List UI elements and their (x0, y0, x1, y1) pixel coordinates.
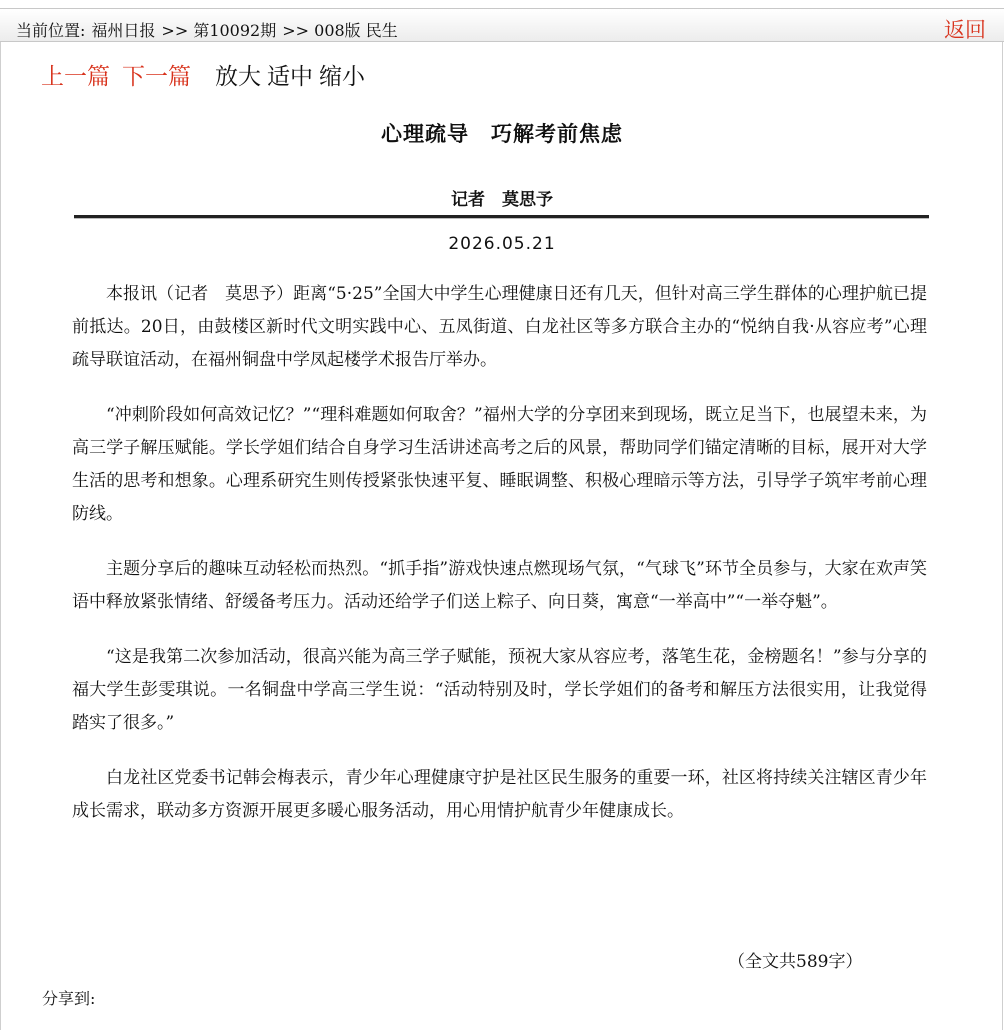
article-paragraph: 本报讯（记者 莫思予）距离“5·25”全国大中学生心理健康日还有几天，但针对高三学生群体的心理护航已提前抵达。20日，由鼓楼区新时代文明实践中心、五凤街道、白龙社区等多方联合主办的“悦纳自我·从容应考”心理疏导联谊活动，在福州铜盘中学凤起楼学术报告厅举办。 (72, 284, 927, 370)
breadcrumb-paper: 福州日报 (91, 21, 156, 40)
word-count: （全文共589字） (728, 952, 863, 972)
zoom-in-link[interactable]: 放大 (215, 64, 261, 90)
title-divider-shadow (74, 218, 929, 219)
breadcrumb-issue: >> 第10092期 (161, 21, 277, 40)
article-author: 记者 莫思予 (451, 190, 553, 210)
article-toolbar (41, 58, 371, 91)
back-link[interactable]: 返回 (944, 18, 986, 42)
breadcrumb-section: >> 008版 民生 (282, 21, 398, 40)
article-title: 心理疏导 巧解考前焦虑 (381, 122, 623, 146)
location-bar (0, 8, 1004, 42)
share-label: 分享到: (42, 989, 96, 1008)
next-article-link[interactable]: 下一篇 (122, 64, 191, 90)
article-paragraph: “冲刺阶段如何高效记忆？”“理科难题如何取舍？”福州大学的分享团来到现场，既立足当下，也展望未来，为高三学子解压赋能。学长学姐们结合自身学习生活讲述高考之后的风景，帮助同学们锚定清晰的目标，展开对大学生活的思考和想象。心理系研究生则传授紧张快速平复、睡眠调整、积极心理暗示等方法，引导学子筑牢考前心理防线。 (72, 405, 927, 524)
article-paragraph: 白龙社区党委书记韩会梅表示，青少年心理健康守护是社区民生服务的重要一环，社区将持续关注辖区青少年成长需求，联动多方资源开展更多暖心服务活动，用心用情护航青少年健康成长。 (72, 768, 927, 821)
breadcrumb-label: 当前位置: (16, 21, 86, 40)
breadcrumb (16, 18, 404, 41)
article-body (72, 278, 927, 850)
article-paragraph: “这是我第二次参加活动，很高兴能为高三学子赋能，预祝大家从容应考，落笔生花，金榜题名！”参与分享的福大学生彭雯琪说。一名铜盘中学高三学生说：“活动特别及时，学长学姐们的备考和解压方法很实用，让我觉得踏实了很多。” (72, 647, 927, 733)
prev-article-link[interactable]: 上一篇 (41, 64, 110, 90)
article-paragraph: 主题分享后的趣味互动轻松而热烈。“抓手指”游戏快速点燃现场气氛，“气球飞”环节全员参与，大家在欢声笑语中释放紧张情绪、舒缓备考压力。活动还给学子们送上粽子、向日葵，寓意“一举高中”“一举夺魁”。 (72, 559, 927, 612)
zoom-fit-link[interactable]: 适中 (267, 64, 313, 90)
zoom-out-link[interactable]: 缩小 (319, 64, 365, 90)
article-date: 2026.05.21 (448, 234, 556, 254)
